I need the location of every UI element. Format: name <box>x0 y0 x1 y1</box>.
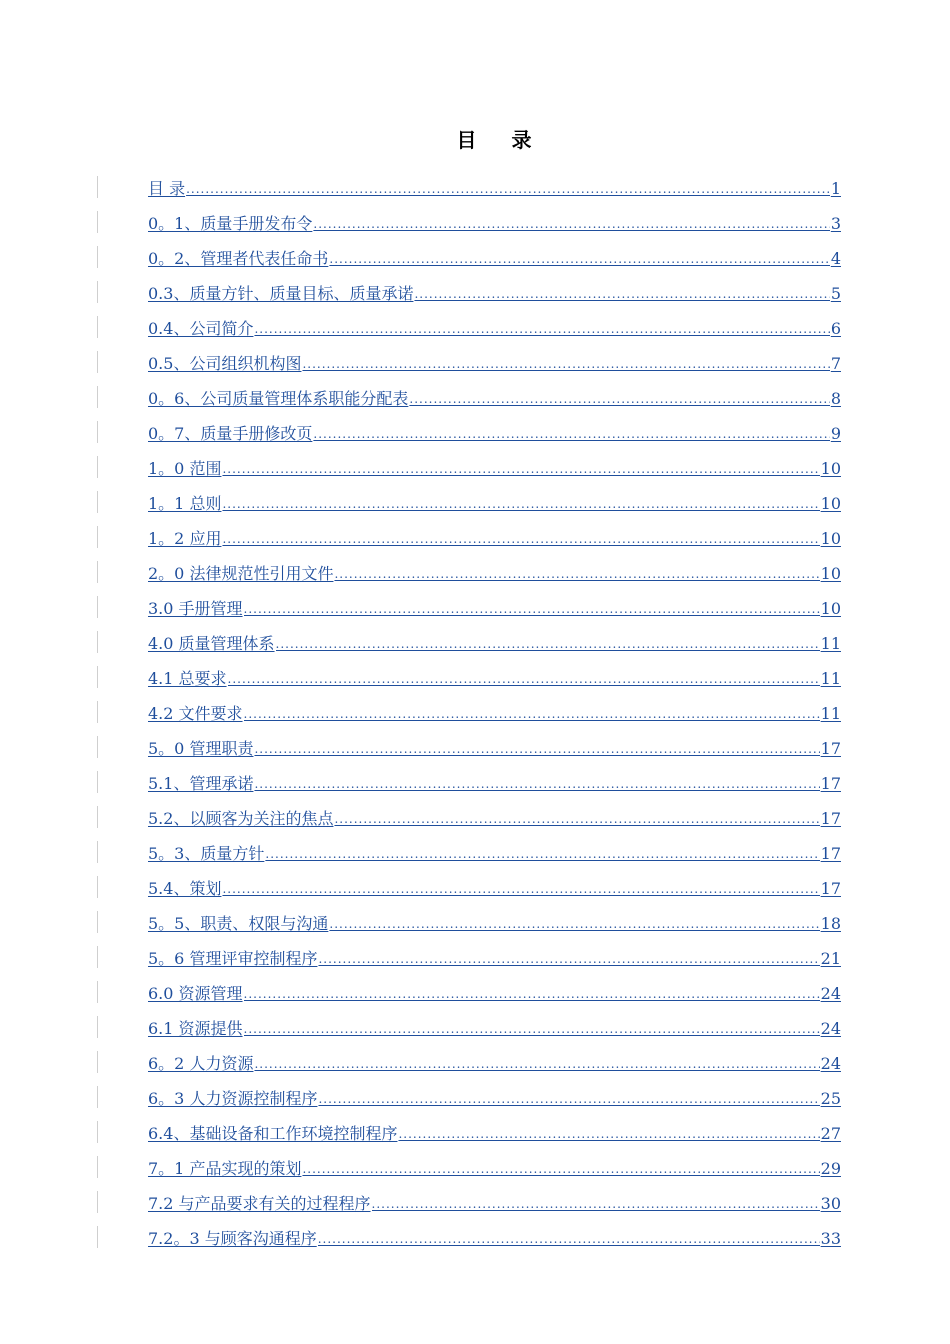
toc-entry[interactable] <box>148 693 841 728</box>
toc-entry-label[interactable]: 目 录 <box>148 179 186 198</box>
toc-entry-label[interactable]: 6。3 人力资源控制程序 <box>148 1089 318 1108</box>
toc-entry-page-number[interactable]: 21 <box>820 949 841 968</box>
toc-entry-label[interactable]: 5。5、职责、权限与沟通 <box>148 914 329 933</box>
toc-entry-page-number[interactable]: 17 <box>820 809 841 828</box>
toc-entry-label[interactable]: 5。0 管理职责 <box>148 739 254 758</box>
toc-dot-leader <box>222 529 819 549</box>
toc-entry-page-number[interactable]: 29 <box>820 1159 841 1178</box>
toc-entry-label[interactable]: 5。6 管理评审控制程序 <box>148 949 318 968</box>
toc-dot-leader <box>329 249 829 269</box>
toc-dot-leader <box>228 669 820 689</box>
toc-entry-label[interactable]: 5.2、以顾客为关注的焦点 <box>148 809 334 828</box>
toc-entry[interactable] <box>148 203 841 238</box>
toc-entry-label[interactable]: 7。1 产品实现的策划 <box>148 1159 302 1178</box>
toc-entry-label[interactable]: 3.0 手册管理 <box>148 599 243 618</box>
toc-entry[interactable] <box>148 238 841 273</box>
toc-dot-leader <box>302 354 829 374</box>
toc-entry-label[interactable]: 7.2。3 与顾客沟通程序 <box>148 1229 317 1248</box>
toc-entry-page-number[interactable]: 5 <box>830 284 841 303</box>
toc-entry-page-number[interactable]: 11 <box>820 634 841 653</box>
toc-dot-leader <box>318 949 819 969</box>
toc-dot-leader <box>254 739 819 759</box>
toc-entry[interactable] <box>148 448 841 483</box>
toc-entry[interactable] <box>148 518 841 553</box>
toc-entry-page-number[interactable]: 10 <box>820 459 841 478</box>
toc-entry-page-number[interactable]: 1 <box>830 179 841 198</box>
toc-entry[interactable] <box>148 483 841 518</box>
toc-entry[interactable] <box>148 1183 841 1218</box>
toc-dot-leader <box>244 599 820 619</box>
toc-entry-label[interactable]: 0.4、公司简介 <box>148 319 254 338</box>
toc-dot-leader <box>398 1124 819 1144</box>
toc-entry-page-number[interactable]: 17 <box>820 774 841 793</box>
toc-entry-label[interactable]: 5.4、策划 <box>148 879 222 898</box>
toc-entry[interactable] <box>148 308 841 343</box>
toc-entry-label[interactable]: 0。7、质量手册修改页 <box>148 424 313 443</box>
toc-entry-page-number[interactable]: 4 <box>830 249 841 268</box>
toc-entry-label[interactable]: 2。0 法律规范性引用文件 <box>148 564 334 583</box>
toc-entry[interactable] <box>148 763 841 798</box>
toc-dot-leader <box>409 389 829 409</box>
toc-dot-leader <box>302 1159 819 1179</box>
toc-entry-page-number[interactable]: 10 <box>820 599 841 618</box>
toc-entry-label[interactable]: 6.4、基础设备和工作环境控制程序 <box>148 1124 398 1143</box>
toc-dot-leader <box>244 1019 820 1039</box>
toc-dot-leader <box>318 1229 820 1249</box>
toc-dot-leader <box>313 214 829 234</box>
toc-entry-label[interactable]: 5。3、质量方针 <box>148 844 265 863</box>
toc-entry[interactable] <box>148 903 841 938</box>
toc-entry-page-number[interactable]: 10 <box>820 494 841 513</box>
toc-entry[interactable] <box>148 1043 841 1078</box>
toc-entry-label[interactable]: 6.0 资源管理 <box>148 984 243 1003</box>
toc-entry-page-number[interactable]: 11 <box>820 669 841 688</box>
toc-entry-page-number[interactable]: 24 <box>820 1054 841 1073</box>
toc-entry-page-number[interactable]: 17 <box>820 844 841 863</box>
toc-list <box>148 168 841 1253</box>
toc-dot-leader <box>414 284 829 304</box>
toc-entry-page-number[interactable]: 24 <box>820 984 841 1003</box>
toc-entry-page-number[interactable]: 11 <box>820 704 841 723</box>
toc-entry[interactable] <box>148 553 841 588</box>
toc-entry-label[interactable]: 6.1 资源提供 <box>148 1019 243 1038</box>
toc-dot-leader <box>222 494 819 514</box>
toc-entry-page-number[interactable]: 30 <box>820 1194 841 1213</box>
toc-dot-leader <box>372 1194 820 1214</box>
toc-entry[interactable] <box>148 938 841 973</box>
toc-entry-label[interactable]: 1。2 应用 <box>148 529 222 548</box>
toc-entry[interactable] <box>148 378 841 413</box>
toc-entry-page-number[interactable]: 18 <box>820 914 841 933</box>
toc-dot-leader <box>318 1089 819 1109</box>
toc-dot-leader <box>254 1054 819 1074</box>
toc-entry[interactable] <box>148 973 841 1008</box>
toc-entry[interactable] <box>148 868 841 903</box>
toc-entry-label[interactable]: 7.2 与产品要求有关的过程程序 <box>148 1194 371 1213</box>
toc-entry[interactable] <box>148 413 841 448</box>
toc-dot-leader <box>265 844 819 864</box>
toc-entry[interactable] <box>148 343 841 378</box>
toc-entry[interactable] <box>148 273 841 308</box>
toc-entry-label[interactable]: 0。1、质量手册发布令 <box>148 214 313 233</box>
toc-dot-leader <box>244 984 820 1004</box>
toc-entry-label[interactable]: 0.3、质量方针、质量目标、质量承诺 <box>148 284 414 303</box>
toc-entry-label[interactable]: 4.2 文件要求 <box>148 704 243 723</box>
toc-entry-label[interactable]: 4.0 质量管理体系 <box>148 634 275 653</box>
toc-dot-leader <box>329 914 819 934</box>
toc-entry-page-number[interactable]: 10 <box>820 564 841 583</box>
toc-dot-leader <box>222 459 819 479</box>
toc-entry-label[interactable]: 0。6、公司质量管理体系职能分配表 <box>148 389 409 408</box>
toc-entry[interactable] <box>148 798 841 833</box>
toc-entry-label[interactable]: 1。1 总则 <box>148 494 222 513</box>
toc-entry-page-number[interactable]: 9 <box>830 424 841 443</box>
toc-dot-leader <box>313 424 829 444</box>
toc-dot-leader <box>276 634 820 654</box>
toc-entry-page-number[interactable]: 24 <box>820 1019 841 1038</box>
toc-entry-page-number[interactable]: 25 <box>820 1089 841 1108</box>
toc-entry-label[interactable]: 5.1、管理承诺 <box>148 774 254 793</box>
toc-entry[interactable] <box>148 1218 841 1253</box>
toc-entry[interactable] <box>148 168 841 203</box>
toc-entry[interactable] <box>148 658 841 693</box>
toc-entry-label[interactable]: 6。2 人力资源 <box>148 1054 254 1073</box>
toc-dot-leader <box>254 774 819 794</box>
toc-entry[interactable] <box>148 1113 841 1148</box>
toc-entry[interactable] <box>148 728 841 763</box>
toc-dot-leader <box>334 809 819 829</box>
toc-entry-page-number[interactable]: 7 <box>830 354 841 373</box>
toc-entry[interactable] <box>148 833 841 868</box>
toc-dot-leader <box>244 704 820 724</box>
toc-entry[interactable] <box>148 1008 841 1043</box>
toc-dot-leader <box>222 879 819 899</box>
toc-entry[interactable] <box>148 588 841 623</box>
toc-entry-page-number[interactable]: 17 <box>820 739 841 758</box>
toc-entry-page-number[interactable]: 6 <box>830 319 841 338</box>
toc-entry[interactable] <box>148 623 841 658</box>
toc-entry-page-number[interactable]: 8 <box>830 389 841 408</box>
toc-entry-page-number[interactable]: 10 <box>820 529 841 548</box>
toc-entry-page-number[interactable]: 17 <box>820 879 841 898</box>
toc-entry-page-number[interactable]: 27 <box>820 1124 841 1143</box>
toc-entry-label[interactable]: 1。0 范围 <box>148 459 222 478</box>
toc-dot-leader <box>254 319 829 339</box>
toc-entry-page-number[interactable]: 33 <box>820 1229 841 1248</box>
toc-dot-leader <box>186 179 830 199</box>
toc-entry-label[interactable]: 4.1 总要求 <box>148 669 227 688</box>
toc-entry-label[interactable]: 0.5、公司组织机构图 <box>148 354 302 373</box>
toc-entry[interactable] <box>148 1148 841 1183</box>
toc-entry[interactable] <box>148 1078 841 1113</box>
toc-title: 目 录 <box>456 128 546 152</box>
toc-entry-label[interactable]: 0。2、管理者代表任命书 <box>148 249 329 268</box>
toc-dot-leader <box>334 564 819 584</box>
toc-entry-page-number[interactable]: 3 <box>830 214 841 233</box>
